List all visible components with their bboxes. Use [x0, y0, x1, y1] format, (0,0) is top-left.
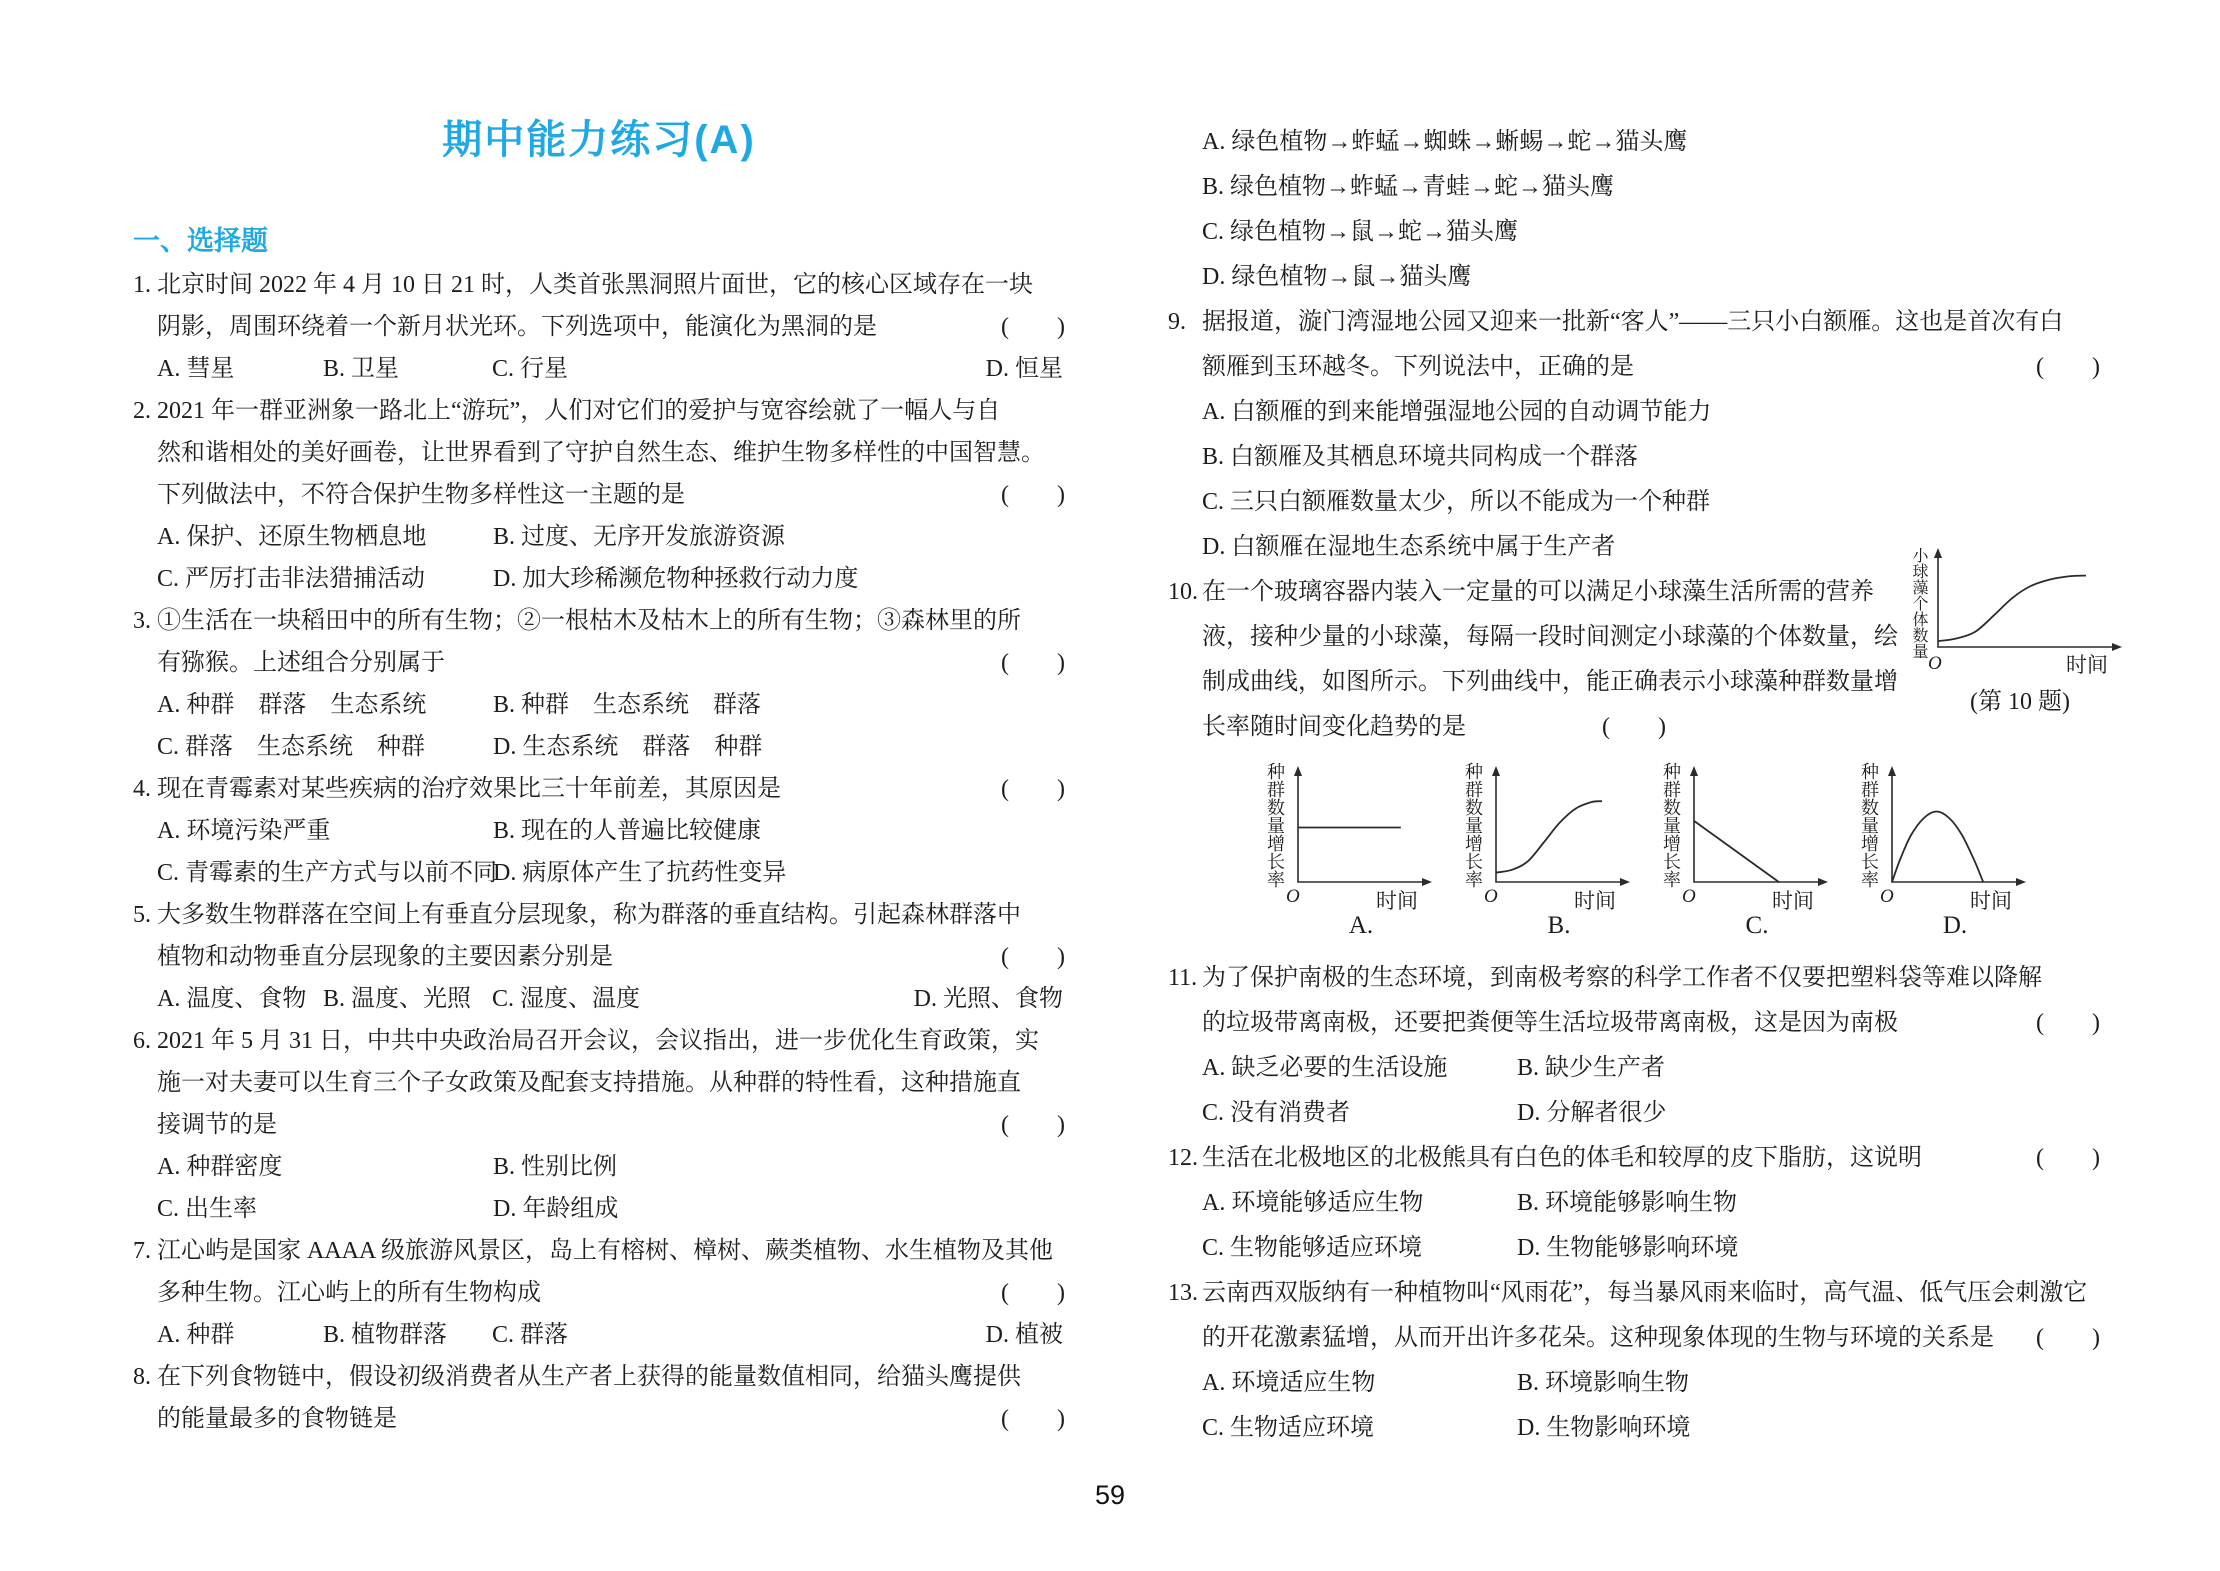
stem-text: 接调节的是	[157, 1112, 277, 1138]
stem-line	[157, 642, 1065, 684]
option-item: C. 湿度、温度	[492, 986, 641, 1012]
question-number: 1.	[133, 272, 151, 298]
option-text: A. 白额雁的到来能增强湿地公园的自动调节能力	[1202, 399, 1712, 425]
mini-charts-row	[1168, 760, 2100, 956]
option-row	[1202, 1226, 2100, 1271]
question-number: 6.	[133, 1028, 151, 1054]
question-block	[133, 264, 1065, 390]
page-title: 期中能力练习(A)	[442, 118, 756, 162]
question-number: 4.	[133, 776, 151, 802]
question-body	[1202, 1271, 2100, 1451]
stem-text: 云南西双版纳有一种植物叫“风雨花”，每当暴风雨来临时，高气温、低气压会刺激它	[1202, 1280, 2088, 1306]
mini-chart-D	[1858, 760, 2030, 956]
stem-text: 生活在北极地区的北极熊具有白色的体毛和较厚的皮下脂肪，这说明	[1202, 1145, 1922, 1171]
option-item: B. 温度、光照	[323, 986, 472, 1012]
option-row	[157, 1188, 1065, 1230]
q10-reference-curve-curve	[1938, 576, 2086, 642]
stem-line	[157, 1356, 1065, 1398]
answer-bracket: ( )	[1001, 314, 1065, 340]
page-number: 59	[1094, 1480, 1126, 1510]
option-item: A. 种群	[157, 1322, 235, 1348]
y-axis-label: 种群数量增长率	[1463, 762, 1483, 888]
option-item: A. 环境能够适应生物	[1202, 1190, 1424, 1216]
mini-chart-D-plot	[1880, 760, 2030, 912]
option-item: A. 缺乏必要的生活设施	[1202, 1055, 1448, 1081]
answer-bracket: ( )	[2036, 1325, 2100, 1351]
x-axis-arrow-icon	[2112, 643, 2122, 651]
option-item	[1202, 435, 2100, 480]
x-axis-title: 时间	[1376, 889, 1418, 912]
option-item: B. 环境影响生物	[1517, 1370, 1690, 1396]
chart-option-label: C.	[1745, 912, 1769, 939]
chart-stack	[1286, 760, 1436, 940]
answer-bracket: ( )	[1001, 1406, 1065, 1432]
answer-bracket: ( )	[1001, 944, 1065, 970]
stem-text: 大多数生物群落在空间上有垂直分层现象，称为群落的垂直结构。引起森林群落中	[157, 902, 1021, 928]
answer-bracket: ( )	[2036, 1010, 2100, 1036]
option-stack	[1202, 120, 2100, 300]
stem-text: 的垃圾带离南极，还要把粪便等生活垃圾带离南极，这是因为南极	[1202, 1010, 1898, 1036]
option-item: A. 温度、食物	[157, 986, 307, 1012]
origin-label: O	[1880, 886, 1894, 907]
mini-chart-A	[1264, 760, 1436, 956]
option-item: D. 分解者很少	[1517, 1100, 1667, 1126]
stem-line	[157, 768, 1065, 810]
option-item: B. 种群 生态系统 群落	[493, 692, 762, 718]
stem-line	[157, 264, 1065, 306]
stem-line	[1202, 345, 2100, 390]
option-item: A. 环境污染严重	[157, 818, 331, 844]
stem-text: ①生活在一块稻田中的所有生物；②一根枯木及枯木上的所有生物；③森林里的所	[157, 608, 1021, 634]
y-axis-label: 小球藻个体数量	[1910, 547, 1927, 659]
x-axis-title: 时间	[2066, 653, 2108, 675]
question-block	[1168, 1271, 2100, 1451]
chart-stack	[1928, 543, 2128, 675]
mini-chart-C-plot	[1682, 760, 1832, 912]
question-number: 13.	[1168, 1280, 1198, 1306]
mini-chart-B-curve	[1496, 801, 1602, 872]
x-axis-title: 时间	[1970, 889, 2012, 912]
option-item: D. 生物影响环境	[1517, 1415, 1691, 1441]
stem-line	[157, 936, 1065, 978]
stem-text: 额雁到玉环越冬。下列说法中，正确的是	[1202, 354, 1634, 380]
y-axis-arrow-icon	[1294, 766, 1302, 776]
question-block	[133, 1356, 1065, 1440]
mini-chart-C-curve	[1694, 821, 1779, 882]
origin-label: O	[1286, 886, 1300, 907]
question-body	[1202, 1136, 2100, 1271]
stem-text: 的能量最多的食物链是	[157, 1406, 397, 1432]
option-row	[157, 516, 1065, 558]
option-text: C. 绿色植物→鼠→蛇→猫头鹰	[1202, 219, 1519, 245]
origin-label: O	[1682, 886, 1696, 907]
x-axis-arrow-icon	[1620, 878, 1630, 886]
option-item	[1202, 165, 2100, 210]
stem-text: 有猕猴。上述组合分别属于	[157, 650, 445, 676]
option-item	[1202, 120, 2100, 165]
option-item: D. 生态系统 群落 种群	[493, 734, 763, 760]
stem-line	[1202, 1001, 2100, 1046]
stem-text: 北京时间 2022 年 4 月 10 日 21 时，人类首张黑洞照片面世，它的核心区域存在一块	[157, 272, 1033, 298]
q10-chart-slot	[1908, 543, 2132, 675]
question-number: 12.	[1168, 1145, 1198, 1171]
option-item: D. 光照、食物	[913, 986, 1063, 1012]
option-row	[157, 810, 1065, 852]
stem-line	[157, 474, 1065, 516]
option-item: D. 恒星	[985, 356, 1063, 382]
question-block	[133, 894, 1065, 1020]
stem-text: 现在青霉素对某些疾病的治疗效果比三十年前差，其原因是	[157, 776, 781, 802]
option-item: A. 彗星	[157, 356, 235, 382]
option-row	[1202, 1181, 2100, 1226]
q10-reference-curve-plot	[1928, 543, 2128, 675]
stem-line	[1202, 1271, 2100, 1316]
option-item	[1202, 480, 2100, 525]
stem-line	[157, 894, 1065, 936]
option-row	[157, 1314, 1065, 1356]
x-axis-arrow-icon	[1818, 878, 1828, 886]
option-row	[157, 684, 1065, 726]
option-item: C. 生物适应环境	[1202, 1415, 1375, 1441]
mini-chart-B-plot	[1484, 760, 1634, 912]
mini-chart-B	[1462, 760, 1634, 956]
option-row	[157, 558, 1065, 600]
chart-option-label: B.	[1547, 912, 1571, 939]
question-body	[157, 1020, 1065, 1230]
question-block	[133, 390, 1065, 600]
option-item: A. 环境适应生物	[1202, 1370, 1376, 1396]
stem-text: 2021 年一群亚洲象一路北上“游玩”，人们对它们的爱护与宽容绘就了一幅人与自	[157, 398, 1001, 424]
right-column	[1168, 0, 2108, 1451]
option-item: B. 性别比例	[493, 1154, 618, 1180]
option-item	[1202, 210, 2100, 255]
stem-text: 据报道，漩门湾湿地公园又迎来一批新“客人”——三只小白额雁。这也是首次有白	[1202, 309, 2064, 335]
y-axis-label: 种群数量增长率	[1265, 762, 1285, 888]
option-item: B. 缺少生产者	[1517, 1055, 1666, 1081]
question-number: 11.	[1168, 965, 1198, 991]
y-axis-arrow-icon	[1888, 766, 1896, 776]
option-item: C. 生物能够适应环境	[1202, 1235, 1423, 1261]
chart-stack	[1682, 760, 1832, 940]
y-axis-arrow-icon	[1934, 548, 1942, 558]
chart-option-label: D.	[1942, 912, 1968, 939]
option-item	[1202, 390, 2100, 435]
question-number: 5.	[133, 902, 151, 928]
x-axis-arrow-icon	[2016, 878, 2026, 886]
stem-line	[1202, 1136, 2100, 1181]
option-text: D. 绿色植物→鼠→猫头鹰	[1202, 264, 1472, 290]
option-item: D. 病原体产生了抗药性变异	[493, 860, 787, 886]
stem-text: 江心屿是国家 AAAA 级旅游风景区，岛上有榕树、樟树、蕨类植物、水生植物及其他	[157, 1238, 1054, 1264]
stem-line	[157, 432, 1065, 474]
question-block	[1168, 300, 2100, 570]
option-row	[157, 852, 1065, 894]
option-text: B. 白额雁及其栖息环境共同构成一个群落	[1202, 444, 1639, 470]
stem-text: 多种生物。江心屿上的所有生物构成	[157, 1280, 541, 1306]
option-text: B. 绿色植物→蚱蜢→青蛙→蛇→猫头鹰	[1202, 174, 1615, 200]
option-item: A. 种群密度	[157, 1154, 283, 1180]
option-item: C. 青霉素的生产方式与以前不同	[157, 860, 498, 886]
question-block	[1168, 1136, 2100, 1271]
stem-line	[157, 1230, 1065, 1272]
option-item: D. 年龄组成	[493, 1196, 619, 1222]
option-item: D. 加大珍稀濒危物种拯救行动力度	[493, 566, 859, 592]
stem-line	[157, 1062, 1065, 1104]
question-body	[1202, 300, 2100, 570]
option-item: B. 植物群落	[323, 1322, 448, 1348]
option-row	[1202, 1406, 2100, 1451]
origin-label: O	[1484, 886, 1498, 907]
option-item: C. 没有消费者	[1202, 1100, 1351, 1126]
option-item: A. 保护、还原生物栖息地	[157, 524, 427, 550]
stem-text: 下列做法中，不符合保护生物多样性这一主题的是	[157, 482, 685, 508]
option-item: B. 过度、无序开发旅游资源	[493, 524, 786, 550]
answer-bracket: ( )	[2036, 354, 2100, 380]
option-item: D. 生物能够影响环境	[1517, 1235, 1739, 1261]
option-item: C. 严厉打击非法猎捕活动	[157, 566, 426, 592]
stem-text: 长率随时间变化趋势的是	[1202, 714, 1466, 740]
stem-text: 液，接种少量的小球藻，每隔一段时间测定小球藻的个体数量，绘	[1202, 624, 1898, 650]
option-row	[1202, 1046, 2100, 1091]
question-block	[133, 600, 1065, 768]
left-question-list	[133, 264, 1065, 1440]
question-number: 2.	[133, 398, 151, 424]
question-number: 7.	[133, 1238, 151, 1264]
question-body	[157, 600, 1065, 768]
y-axis-arrow-icon	[1690, 766, 1698, 776]
question-block	[1168, 956, 2100, 1136]
stem-line	[1202, 956, 2100, 1001]
x-axis-title: 时间	[1772, 889, 1814, 912]
stem-line	[157, 1020, 1065, 1062]
question-body	[157, 1230, 1065, 1356]
question-body	[157, 264, 1065, 390]
stem-line	[157, 1272, 1065, 1314]
x-axis-arrow-icon	[1422, 878, 1432, 886]
option-item: C. 行星	[492, 356, 569, 382]
left-column	[133, 0, 1065, 1440]
stem-line	[157, 1398, 1065, 1440]
answer-bracket: ( )	[2036, 1145, 2100, 1171]
answer-bracket: ( )	[1001, 1280, 1065, 1306]
option-text: D. 白额雁在湿地生态系统中属于生产者	[1202, 534, 1616, 560]
q10-figure	[1908, 543, 2132, 716]
question-number: 8.	[133, 1364, 151, 1390]
question-number: 9.	[1168, 309, 1186, 335]
stem-text: 2021 年 5 月 31 日，中共中央政治局召开会议，会议指出，进一步优化生育政策，实	[157, 1028, 1039, 1054]
option-row	[157, 726, 1065, 768]
option-item: D. 植被	[985, 1322, 1063, 1348]
option-row	[157, 348, 1065, 390]
option-text: A. 绿色植物→蚱蜢→蜘蛛→蜥蜴→蛇→猫头鹰	[1202, 129, 1688, 155]
stem-text: 在下列食物链中，假设初级消费者从生产者上获得的能量数值相同，给猫头鹰提供	[157, 1364, 1021, 1390]
option-item: C. 群落	[492, 1322, 569, 1348]
chart-option-label: A.	[1348, 912, 1374, 939]
chart-stack	[1880, 760, 2030, 940]
q10-figure-caption: (第 10 题)	[1970, 689, 2070, 715]
stem-text: 在一个玻璃容器内装入一定量的可以满足小球藻生活所需的营养	[1202, 579, 1874, 605]
stem-text: 的开花激素猛增，从而开出许多花朵。这种现象体现的生物与环境的关系是	[1202, 1325, 1994, 1351]
stem-line	[1202, 1316, 2100, 1361]
section-heading: 一、选择题	[133, 226, 268, 256]
question-number: 10.	[1168, 579, 1198, 605]
option-item: B. 卫星	[323, 356, 400, 382]
origin-label: O	[1928, 653, 1942, 674]
question-body	[157, 894, 1065, 1020]
chart-stack	[1484, 760, 1634, 940]
stem-line	[157, 1104, 1065, 1146]
stem-line	[157, 306, 1065, 348]
mini-chart-C	[1660, 760, 1832, 956]
question-body	[157, 1356, 1065, 1440]
y-axis-label: 种群数量增长率	[1859, 762, 1879, 888]
question-body	[1202, 956, 2100, 1136]
option-item: C. 群落 生态系统 种群	[157, 734, 426, 760]
question-body	[157, 768, 1065, 894]
answer-bracket: ( )	[1001, 650, 1065, 676]
stem-text: 阴影，周围环绕着一个新月状光环。下列选项中，能演化为黑洞的是	[157, 314, 877, 340]
question-block	[133, 1230, 1065, 1356]
stem-text: 为了保护南极的生态环境，到南极考察的科学工作者不仅要把塑料袋等难以降解	[1202, 965, 2042, 991]
stem-text: 然和谐相处的美好画卷，让世界看到了守护自然生态、维护生物多样性的中国智慧。	[157, 440, 1045, 466]
option-item: B. 环境能够影响生物	[1517, 1190, 1738, 1216]
stem-line	[157, 390, 1065, 432]
stem-text: 植物和动物垂直分层现象的主要因素分别是	[157, 944, 613, 970]
option-text: C. 三只白额雁数量太少，所以不能成为一个种群	[1202, 489, 1711, 515]
mini-chart-D-curve	[1892, 812, 1983, 883]
option-row	[157, 1146, 1065, 1188]
stem-text: 施一对夫妻可以生育三个子女政策及配套支持措施。从种群的特性看，这种措施直	[157, 1070, 1021, 1096]
stem-text: 制成曲线，如图所示。下列曲线中，能正确表示小球藻种群数量增	[1202, 669, 1898, 695]
mini-chart-A-plot	[1286, 760, 1436, 912]
answer-bracket: ( )	[1001, 776, 1065, 802]
question-block	[133, 768, 1065, 894]
option-item: A. 种群 群落 生态系统	[157, 692, 427, 718]
answer-bracket: ( )	[1001, 482, 1065, 508]
answer-bracket: ( )	[1602, 714, 1666, 740]
right-question-list	[1168, 120, 2100, 1451]
stem-line	[1202, 300, 2100, 345]
option-item: B. 现在的人普遍比较健康	[493, 818, 762, 844]
q10-reference-curve	[1908, 543, 2132, 675]
option-row	[1202, 1361, 2100, 1406]
option-row	[157, 978, 1065, 1020]
option-row	[1202, 1091, 2100, 1136]
y-axis-label: 种群数量增长率	[1661, 762, 1681, 888]
x-axis-title: 时间	[1574, 889, 1616, 912]
question-body	[157, 390, 1065, 600]
question-number: 3.	[133, 608, 151, 634]
question-block	[133, 1020, 1065, 1230]
stem-line	[157, 600, 1065, 642]
option-item	[1202, 255, 2100, 300]
option-item: C. 出生率	[157, 1196, 258, 1222]
answer-bracket: ( )	[1001, 1112, 1065, 1138]
y-axis-arrow-icon	[1492, 766, 1500, 776]
